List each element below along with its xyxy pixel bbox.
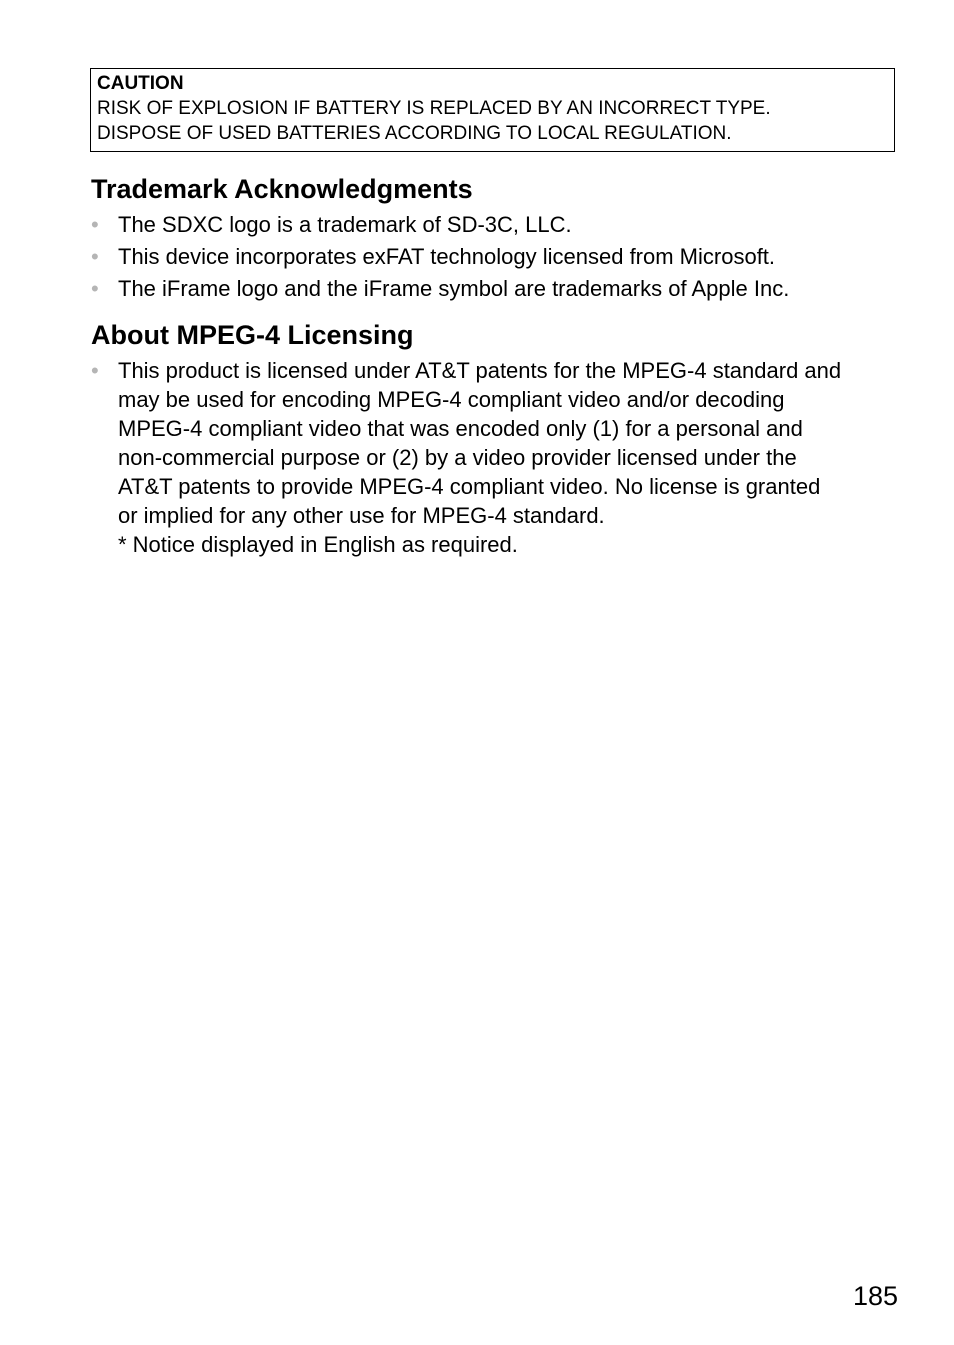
trademark-item-exfat [91, 241, 901, 273]
trademark-item-text: The iFrame logo and the iFrame symbol are trademarks of Apple Inc. [118, 276, 790, 301]
trademark-item-text: The SDXC logo is a trademark of SD-3C, LLC. [118, 212, 572, 237]
trademark-item-text: This device incorporates exFAT technology licensed from Microsoft. [118, 244, 776, 269]
mpeg-licensing-item [91, 356, 901, 559]
trademark-list [91, 209, 901, 305]
bullet-icon: • [91, 212, 99, 237]
mpeg-line-6: or implied for any other use for MPEG-4 standard. [118, 503, 605, 528]
bullet-icon: • [91, 358, 99, 383]
mpeg-line-2: may be used for encoding MPEG-4 compliant video and/or decoding [118, 387, 785, 412]
bullet-icon: • [91, 276, 99, 301]
mpeg-line-5: AT&T patents to provide MPEG-4 compliant video. No license is granted [118, 474, 821, 499]
caution-title: CAUTION [97, 73, 184, 94]
caution-line-1: RISK OF EXPLOSION IF BATTERY IS REPLACED BY AN INCORRECT TYPE. [97, 98, 771, 119]
mpeg-heading: About MPEG-4 Licensing [91, 320, 414, 350]
mpeg-list [91, 356, 901, 559]
caution-box [90, 68, 895, 152]
page-number: 185 [852, 1281, 898, 1311]
mpeg-line-4: non-commercial purpose or (2) by a video provider licensed under the [118, 445, 797, 470]
trademark-heading: Trademark Acknowledgments [91, 174, 473, 204]
caution-line-2: DISPOSE OF USED BATTERIES ACCORDING TO LOCAL REGULATION. [97, 123, 732, 144]
bullet-icon: • [91, 244, 99, 269]
mpeg-line-1: This product is licensed under AT&T patents for the MPEG-4 standard and [118, 358, 842, 383]
mpeg-notice: * Notice displayed in English as required. [118, 532, 518, 557]
trademark-item-iframe [91, 273, 901, 305]
mpeg-line-3: MPEG-4 compliant video that was encoded only (1) for a personal and [118, 416, 803, 441]
trademark-item-sdxc [91, 209, 901, 241]
